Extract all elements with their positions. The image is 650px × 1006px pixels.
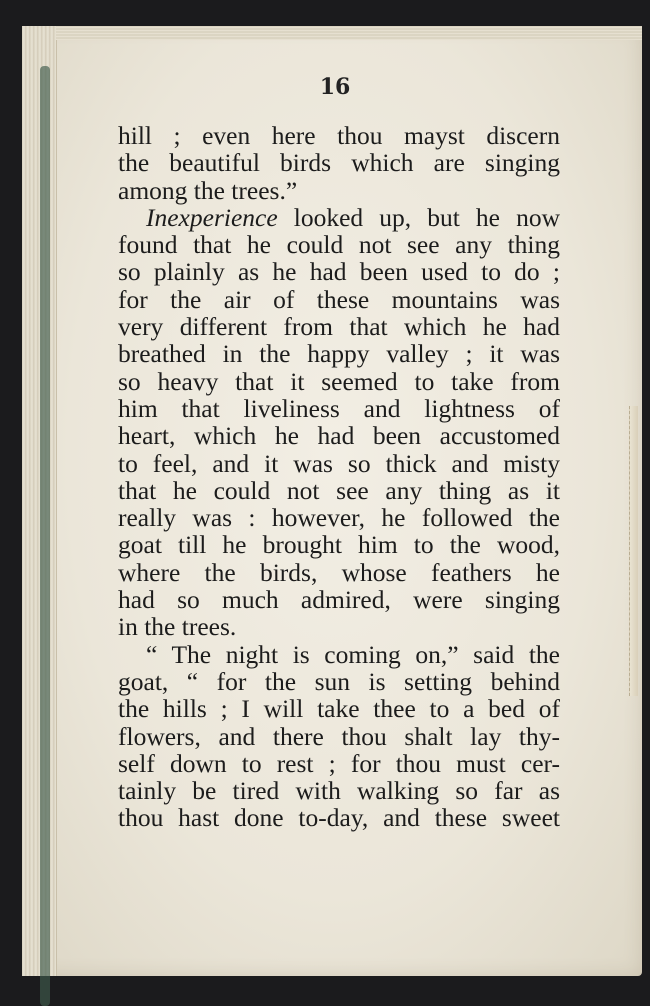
text-line bbox=[118, 149, 560, 176]
line-text: where the birds, whose feathers he bbox=[118, 557, 560, 587]
line-text: “ The night is coming on,” said the bbox=[146, 639, 560, 669]
text-line bbox=[118, 313, 560, 340]
text-line bbox=[118, 286, 560, 313]
text-line bbox=[118, 395, 560, 422]
line-text: among the trees.” bbox=[118, 175, 298, 205]
page-number: 16 bbox=[319, 74, 351, 100]
text-line bbox=[118, 777, 560, 804]
page-top-edge bbox=[56, 26, 642, 40]
line-text: breathed in the happy valley ; it was bbox=[118, 339, 560, 369]
text-line bbox=[118, 422, 560, 449]
line-text: really was : however, he followed the bbox=[118, 503, 560, 533]
line-text: goat, “ for the sun is setting behind bbox=[118, 666, 560, 696]
line-text: looked up, but he now bbox=[277, 202, 560, 232]
text-line bbox=[118, 258, 560, 285]
text-line bbox=[118, 531, 560, 558]
line-text: so heavy that it seemed to take from bbox=[118, 366, 560, 396]
body-text bbox=[118, 122, 560, 832]
line-text: found that he could not see any thing bbox=[118, 230, 560, 260]
text-line bbox=[118, 750, 560, 777]
text-line bbox=[118, 641, 560, 668]
text-line bbox=[118, 231, 560, 258]
text-line bbox=[118, 122, 560, 149]
text-line bbox=[118, 695, 560, 722]
line-text: to feel, and it was so thick and misty bbox=[118, 448, 560, 478]
line-text: goat till he brought him to the wood, bbox=[118, 530, 560, 560]
text-line bbox=[118, 450, 560, 477]
line-text: him that liveliness and lightness of bbox=[118, 393, 560, 423]
text-line bbox=[118, 477, 560, 504]
line-text: had so much admired, were singing bbox=[118, 585, 560, 615]
line-text: so plainly as he had been used to do ; bbox=[118, 257, 560, 287]
line-text: that he could not see any thing as it bbox=[118, 475, 560, 505]
line-text: self down to rest ; for thou must cer- bbox=[118, 748, 560, 778]
line-text: hill ; even here thou mayst discern bbox=[118, 121, 560, 150]
italic-word: Inexperience bbox=[146, 202, 278, 232]
line-text: the hills ; I will take thee to a bed of bbox=[118, 694, 560, 724]
text-line bbox=[118, 668, 560, 695]
book-binding bbox=[40, 66, 50, 1006]
line-text: in the trees. bbox=[118, 612, 237, 642]
text-line bbox=[118, 368, 560, 395]
line-text: tainly be tired with walking so far as bbox=[118, 776, 560, 806]
text-line bbox=[118, 613, 560, 640]
text-line bbox=[118, 177, 560, 204]
line-text: very different from that which he had bbox=[118, 312, 560, 342]
page-tear bbox=[629, 406, 638, 696]
text-line bbox=[118, 559, 560, 586]
text-line bbox=[118, 586, 560, 613]
line-text: thou hast done to-day, and these sweet bbox=[118, 803, 560, 833]
line-text: the beautiful birds which are singing bbox=[118, 148, 560, 178]
text-line bbox=[118, 723, 560, 750]
line-text: for the air of these mountains was bbox=[118, 284, 560, 314]
line-text: heart, which he had been accustomed bbox=[118, 421, 560, 451]
text-line bbox=[118, 504, 560, 531]
text-line bbox=[118, 804, 560, 831]
line-text: flowers, and there thou shalt lay thy- bbox=[118, 721, 560, 751]
text-line bbox=[118, 204, 560, 231]
text-line bbox=[118, 340, 560, 367]
